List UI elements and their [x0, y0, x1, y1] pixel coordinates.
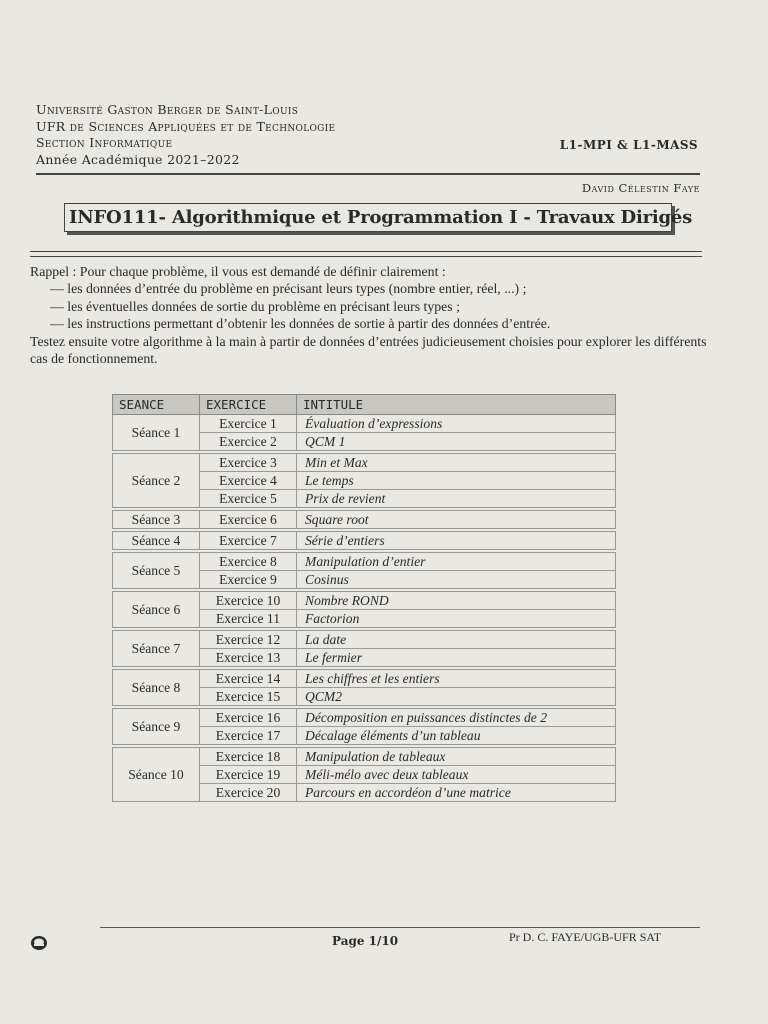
header-intitule: INTITULE [297, 395, 616, 415]
exercise-cell: Exercice 18 [200, 748, 297, 766]
instruction-item: — les données d’entrée du problème en précisant leurs types (nombre entier, réel, ...) ; [50, 281, 527, 297]
academic-year: Année Académique 2021–2022 [36, 151, 240, 167]
page-number: Page 1/10 [332, 934, 399, 948]
seance-cell: Séance 9 [113, 709, 200, 745]
table-row [113, 511, 616, 529]
exercise-title-cell: QCM2 [297, 688, 616, 706]
exercise-title-cell: Série d’entiers [297, 532, 616, 550]
table-body [113, 415, 616, 802]
table-row [113, 553, 616, 571]
exercise-title-cell: Les chiffres et les entiers [297, 670, 616, 688]
exercise-cell: Exercice 19 [200, 766, 297, 784]
exercise-title-cell: QCM 1 [297, 433, 616, 451]
exercise-cell: Exercice 6 [200, 511, 297, 529]
table-row [113, 532, 616, 550]
class-level: L1-MPI & L1-MASS [559, 138, 698, 152]
university-seal-icon [30, 935, 48, 951]
exercise-cell: Exercice 8 [200, 553, 297, 571]
exercise-cell: Exercice 7 [200, 532, 297, 550]
header-seance: SEANCE [113, 395, 200, 415]
instruction-item: — les instructions permettant d’obtenir les données de sortie à partir des données d’entrée. [50, 316, 551, 332]
exercise-title-cell: Prix de revient [297, 490, 616, 508]
ufr-name: UFR de Sciences Appliquées et de Technologie [36, 118, 336, 134]
footer-credit: Pr D. C. FAYE/UGB-UFR SAT [509, 930, 662, 944]
exercise-title-cell: Square root [297, 511, 616, 529]
exercise-title-cell: Méli-mélo avec deux tableaux [297, 766, 616, 784]
exercise-cell: Exercice 16 [200, 709, 297, 727]
course-title: INFO111- Algorithmique et Programmation I - Travaux Dirigés [69, 207, 693, 228]
exercise-cell: Exercice 3 [200, 454, 297, 472]
course-title-box [64, 203, 693, 232]
table-row [113, 670, 616, 688]
exercise-cell: Exercice 9 [200, 571, 297, 589]
university-name: Université Gaston Berger de Saint-Louis [36, 102, 299, 117]
exercise-title-cell: Min et Max [297, 454, 616, 472]
exercise-title-cell: Factorion [297, 610, 616, 628]
exercise-title-cell: Manipulation de tableaux [297, 748, 616, 766]
exercise-title-cell: Décalage éléments d’un tableau [297, 727, 616, 745]
institution-header [36, 102, 335, 168]
exercise-cell: Exercice 5 [200, 490, 297, 508]
seance-cell: Séance 10 [113, 748, 200, 802]
exercise-cell: Exercice 13 [200, 649, 297, 667]
seance-cell: Séance 2 [113, 454, 200, 508]
exercise-cell: Exercice 10 [200, 592, 297, 610]
footer-rule [100, 927, 700, 928]
table-row [113, 709, 616, 727]
section-name: Section Informatique [36, 135, 173, 150]
header-rule [36, 173, 700, 175]
exercise-cell: Exercice 17 [200, 727, 297, 745]
exercise-title-cell: Évaluation d’expressions [297, 415, 616, 433]
title-rule-lower [30, 256, 702, 257]
seance-cell: Séance 5 [113, 553, 200, 589]
seance-cell: Séance 1 [113, 415, 200, 451]
exercise-cell: Exercice 14 [200, 670, 297, 688]
exercise-title-cell: Le fermier [297, 649, 616, 667]
seance-cell: Séance 7 [113, 631, 200, 667]
exercise-title-cell: Manipulation d’entier [297, 553, 616, 571]
session-schedule-table [112, 394, 616, 802]
reminder-line: Rappel : Pour chaque problème, il vous est demandé de définir clairement : [30, 264, 446, 279]
table-row [113, 748, 616, 766]
exercise-title-cell: Cosinus [297, 571, 616, 589]
exercise-cell: Exercice 15 [200, 688, 297, 706]
exercise-cell: Exercice 2 [200, 433, 297, 451]
exercise-cell: Exercice 12 [200, 631, 297, 649]
table-header-row [113, 395, 616, 415]
table-row [113, 592, 616, 610]
exercise-title-cell: Parcours en accordéon d’une matrice [297, 784, 616, 802]
exercise-cell: Exercice 20 [200, 784, 297, 802]
exercise-cell: Exercice 1 [200, 415, 297, 433]
table-row [113, 454, 616, 472]
seance-cell: Séance 6 [113, 592, 200, 628]
table-row [113, 415, 616, 433]
seance-cell: Séance 3 [113, 511, 200, 529]
exercise-title-cell: Nombre ROND [297, 592, 616, 610]
seance-cell: Séance 8 [113, 670, 200, 706]
author-name: David Célestin Faye [581, 181, 700, 195]
exercise-cell: Exercice 4 [200, 472, 297, 490]
table-row [113, 631, 616, 649]
exercise-title-cell: La date [297, 631, 616, 649]
exercise-title-cell: Le temps [297, 472, 616, 490]
testing-paragraph: Testez ensuite votre algorithme à la main à partir de données d’entrées judicieusement choisies pour explorer les différents cas de fonctionnement. [30, 333, 707, 367]
title-rule-upper [30, 251, 702, 252]
seance-cell: Séance 4 [113, 532, 200, 550]
header-exercice: EXERCICE [200, 395, 297, 415]
instruction-item: — les éventuelles données de sortie du problème en précisant leurs types ; [50, 298, 460, 314]
instructions [30, 263, 710, 367]
exercise-title-cell: Décomposition en puissances distinctes de 2 [297, 709, 616, 727]
exercise-cell: Exercice 11 [200, 610, 297, 628]
